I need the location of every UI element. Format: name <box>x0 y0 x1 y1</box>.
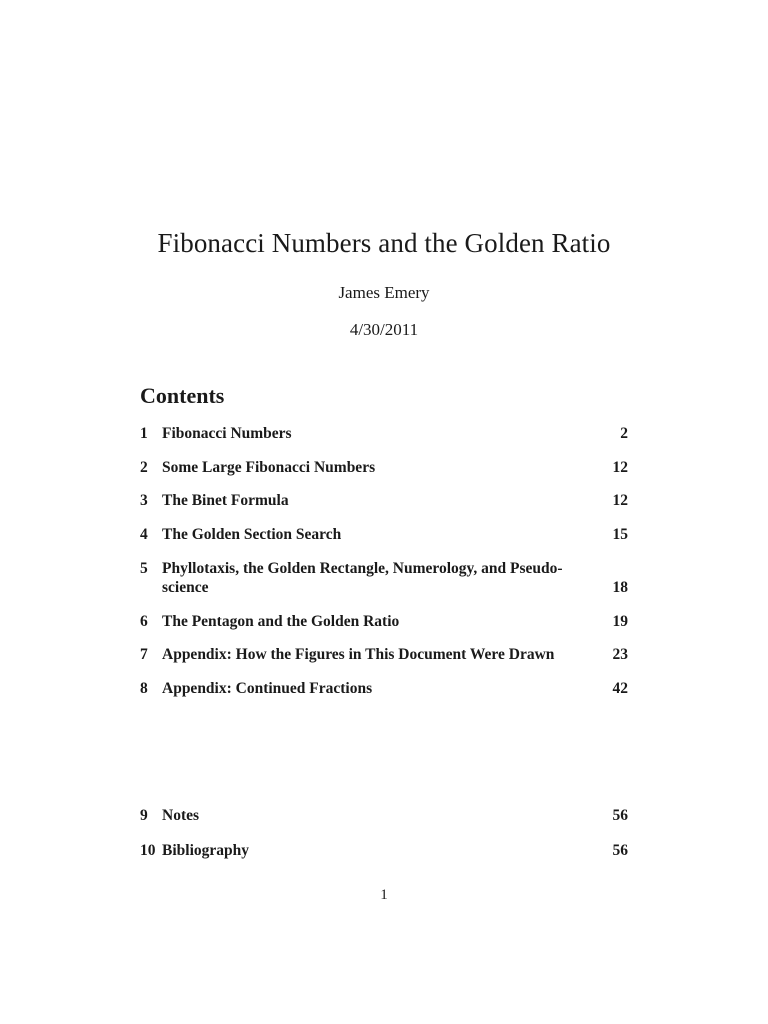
toc-section-label: The Binet Formula <box>162 492 289 509</box>
toc-section-number: 10 <box>140 842 156 859</box>
page-number: 1 <box>380 887 388 903</box>
document-title: Fibonacci Numbers and the Golden Ratio <box>157 228 611 258</box>
toc-section-number: 4 <box>140 526 148 543</box>
toc-section-number: 1 <box>140 425 148 442</box>
toc-section-label: Some Large Fibonacci Numbers <box>162 459 376 476</box>
toc-section-label: The Golden Section Search <box>162 526 342 543</box>
toc-section-label: Bibliography <box>162 842 249 859</box>
toc-section-number: 5 <box>140 560 148 577</box>
contents-heading: Contents <box>140 383 225 408</box>
toc-section-page: 56 <box>612 842 628 859</box>
toc-section-number: 8 <box>140 680 148 697</box>
toc-section-number: 6 <box>140 613 148 630</box>
toc-section-page: 15 <box>612 526 628 543</box>
toc-section-page: 2 <box>620 425 628 442</box>
toc-section-label-line2: science <box>162 579 209 596</box>
toc-section-5[interactable] <box>140 559 628 597</box>
toc-section-label: The Pentagon and the Golden Ratio <box>162 613 400 630</box>
toc-section-page: 18 <box>612 579 628 596</box>
toc-section-number: 3 <box>140 492 148 509</box>
toc-section-label: Appendix: How the Figures in This Document Were Drawn <box>162 646 555 663</box>
toc-section-page: 23 <box>612 646 628 663</box>
toc-section-label: Notes <box>162 807 200 824</box>
toc-section-page: 42 <box>612 680 628 697</box>
toc-section-number: 7 <box>140 646 148 663</box>
toc-section-label-line1: Phyllotaxis, the Golden Rectangle, Numerology, and Pseudo- <box>162 560 563 577</box>
toc-section-label: Appendix: Continued Fractions <box>162 680 373 697</box>
document-date: 4/30/2011 <box>349 320 419 339</box>
toc-section-label: Fibonacci Numbers <box>162 425 292 442</box>
toc-section-page: 12 <box>612 492 628 509</box>
toc-section-page: 12 <box>612 459 628 476</box>
toc-section-number: 9 <box>140 807 148 824</box>
toc-section-page: 19 <box>612 613 628 630</box>
toc-section-number: 2 <box>140 459 148 476</box>
document-author: James Emery <box>338 283 430 302</box>
toc-section-page: 56 <box>612 807 628 824</box>
